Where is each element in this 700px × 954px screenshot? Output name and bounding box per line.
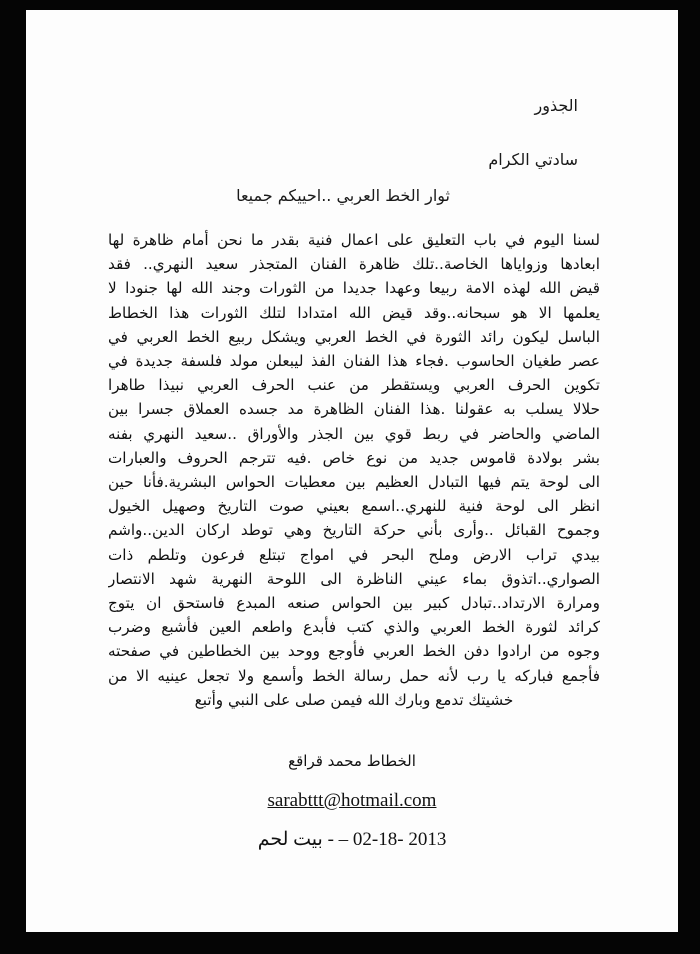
email-link[interactable] <box>26 790 678 812</box>
body-line: حلالا يسلب به عقولنا .هذا الفنان الظاهرة مد جسده العملاق جسرا بين <box>108 400 600 419</box>
body-line: وجوه من ارادوا دفن الخط العربي فأوجع ووحد بين الخطاطين في صفحته <box>108 642 600 661</box>
body-line: خشيتك تدمع وبارك الله فيمن صلى على النبي وأتبع <box>194 690 514 709</box>
body-line: انظر الى لوحة فنية للنهري..اسمع بعيني صوت التاريخ وصهيل الخيول <box>108 497 600 516</box>
email-text[interactable]: sarabttt@hotmail.com <box>267 790 437 811</box>
signature: الخطاط محمد قراقع <box>288 752 416 770</box>
body-line: عصر طغيان الحاسوب .فجاء هذا الفنان الفذ ليبعلن مولد فلسفة جديدة في <box>108 352 600 371</box>
body-line: بشر بولادة قاموس جديد من نوع خاص .فيه تترجم الحروف والعبارات <box>108 448 600 467</box>
date-place: 2013 -02-18 – - بيت لحم <box>257 829 447 850</box>
body-line: قيض الله لهذه الامة ربيعا وعهدا جديدا من الثورات وجند الله لها جنودا لا <box>108 279 600 298</box>
body-line: كرائد لثورة الخط العربي والذي كتب فأبدع واطعم العين فأشبع وضرب <box>108 618 600 637</box>
letter-title: الجذور <box>534 96 578 115</box>
body-line: الى لوحة يتم فيها التبادل العظيم بين معطيات الحواس البشرية.فأنا حين <box>108 473 600 492</box>
letter-subtitle: ثوار الخط العربي ..احييكم جميعا <box>236 186 450 205</box>
body-line: الماضي والحاضر في ربط قوي بين الجذر والأوراق ..سعيد النهري بفنه <box>108 424 600 443</box>
body-line: ابعادها وزواياها الخاصة..تلك ظاهرة الفنان المتجذر سعيد النهري.. فقد <box>108 255 600 274</box>
letter-page <box>26 10 678 932</box>
body-line: الباسل ليكون رائد الثورة في الخط العربي ويشكل ربيع الخط العربي في <box>108 327 600 346</box>
body-line: ومرارة الارتداد..تبادل كبير بين الحواس صنعه المبدع فاستحق ان يتوج <box>108 594 600 613</box>
body-line: لسنا اليوم في باب التعليق على اعمال فنية بقدر ما نحن أمام ظاهرة لها <box>108 231 600 249</box>
body-line: فأجمع فباركه يا رب لأنه حمل رسالة الخط وأسمع ولا تجعل عينيه الا من <box>108 666 600 685</box>
body-line: الصواري..اتذوق بماء عيني الناظرة الى اللوحة النهرية شهد الانتصار <box>108 569 600 588</box>
body-line: يعلمها الا هو سبحانه..وقد قيض الله امتدادا لتلك الثورات هذا الخطاط <box>108 303 600 322</box>
body-line: تكوين الحرف العربي ويستقطر من عنب الحرف العربي نبيذا طاهرا <box>108 376 600 395</box>
letter-body <box>108 228 600 712</box>
body-line: بيدي تراب الارض وملح البحر في امواج تبتلع فرعون وتلطم ذات <box>108 545 600 564</box>
body-line: وجموح القبائل ..وأرى بأني حركة التاريخ وهي توطد اركان الدين..واشم <box>108 521 600 540</box>
salutation: سادتي الكرام <box>488 150 578 169</box>
